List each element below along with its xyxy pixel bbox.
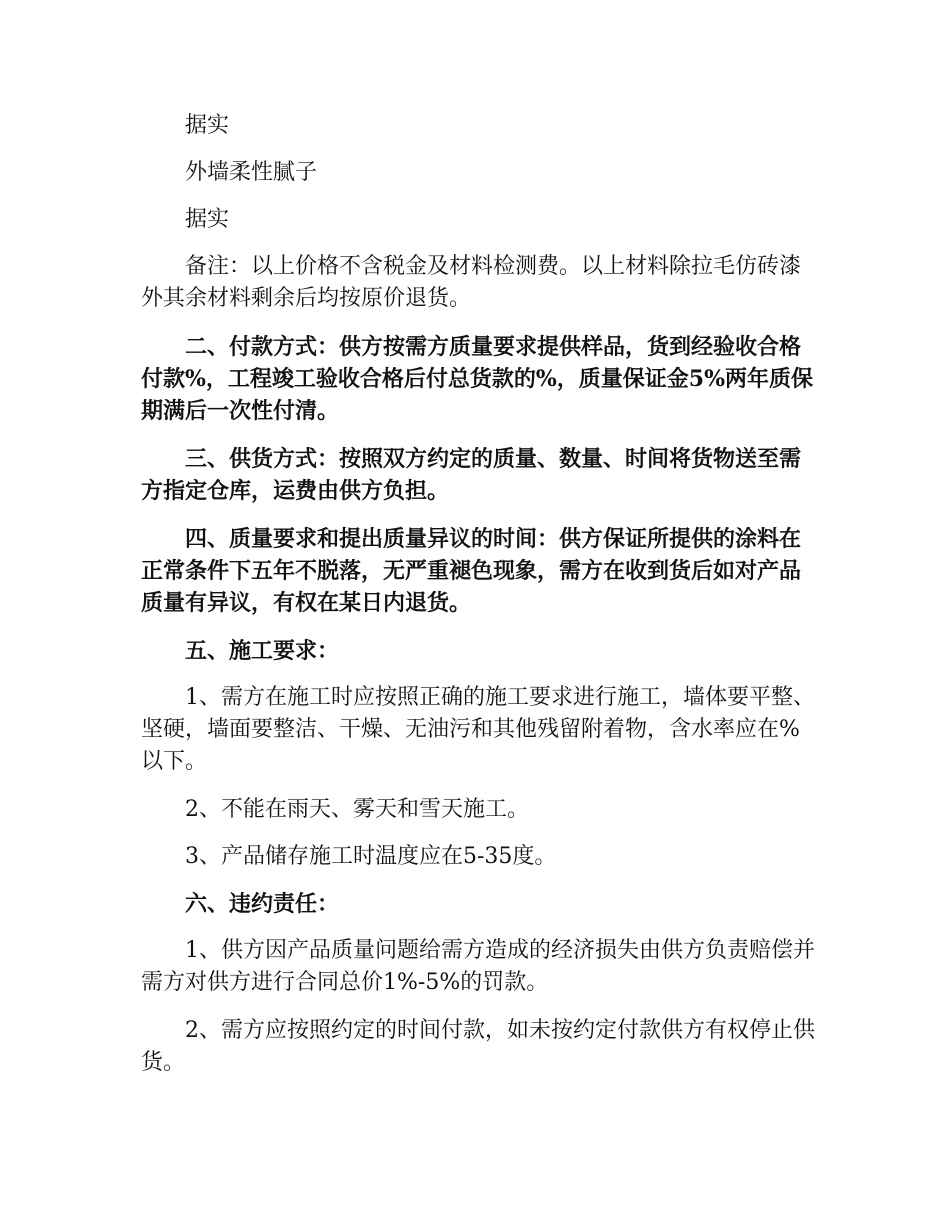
list-item: 1、供方因产品质量问题给需方造成的经济损失由供方负责赔偿并需方对供方进行合同总价1%-5%的罚款。 <box>141 938 815 995</box>
section-construction-heading: 五、施工要求： <box>185 638 340 664</box>
section-liability-heading: 六、违约责任： <box>185 891 340 917</box>
list-item: 3、产品储存施工时温度应在5-35度。 <box>185 844 557 869</box>
section-payment-terms: 二、付款方式：供方按需方质量要求提供样品，货到经验收合格付款%，工程竣工验收合格后付总货款的%，质量保证金5%两年质保期满后一次性付清。 <box>141 334 814 424</box>
section-supply-method: 三、供货方式：按照双方约定的质量、数量、时间将货物送至需方指定仓库，运费由供方负担。 <box>141 446 802 504</box>
document-body <box>141 110 821 1095</box>
text-paragraph: 据实 <box>185 207 230 232</box>
text-paragraph: 据实 <box>185 113 230 138</box>
text-paragraph: 外墙柔性腻子 <box>185 160 318 185</box>
note-paragraph: 备注：以上价格不含税金及材料检测费。以上材料除拉毛仿砖漆外其余材料剩余后均按原价退货。 <box>141 254 802 311</box>
section-quality-requirements: 四、质量要求和提出质量异议的时间：供方保证所提供的涂料在正常条件下五年不脱落，无严重褪色现象，需方在收到货后如对产品质量有异议，有权在某日内退货。 <box>141 526 802 616</box>
list-item: 2、需方应按照约定的时间付款，如未按约定付款供方有权停止供货。 <box>141 1018 815 1075</box>
list-item: 2、不能在雨天、雾天和雪天施工。 <box>185 797 529 822</box>
list-item: 1、需方在施工时应按照正确的施工要求进行施工，墙体要平整、坚硬，墙面要整洁、干燥、无油污和其他残留附着物，含水率应在%以下。 <box>141 685 815 774</box>
